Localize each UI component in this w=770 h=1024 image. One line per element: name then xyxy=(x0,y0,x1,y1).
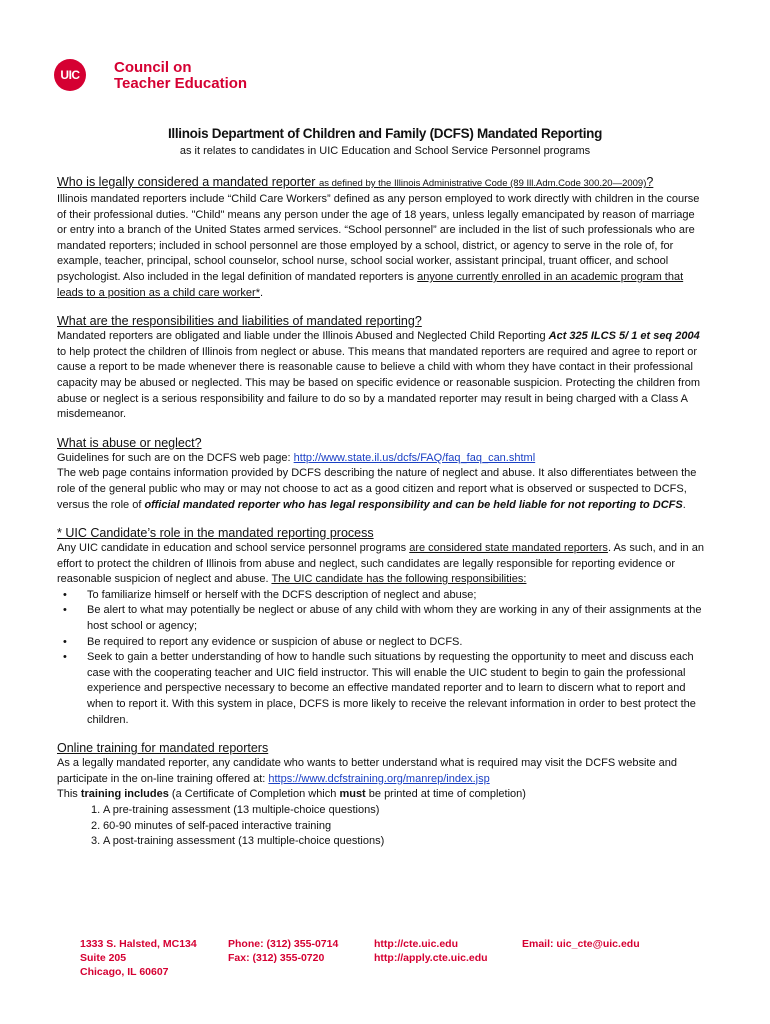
footer-phone: Phone: (312) 355-0714 Fax: (312) 355-0720 xyxy=(228,938,339,964)
section-heading: What is abuse or neglect? xyxy=(57,435,202,450)
section-text: Any UIC candidate in education and school service personnel programs are considered state mandated reporters. As such, and in an effort to protect the children of Illinois from abuse and neglect, such candidates are legally responsible for reporting evidence or reasonable suspicion of neglect and abuse. The UIC candidate has the following responsibilities: xyxy=(57,542,704,586)
section-responsibilities xyxy=(57,313,707,423)
dcfs-training-link[interactable]: https://www.dcfstraining.org/manrep/index.jsp xyxy=(268,772,490,785)
list-item: 3. A post-training assessment (13 multiple-choice questions) xyxy=(91,835,385,848)
section-online-training xyxy=(57,740,707,850)
list-item: 2. 60-90 minutes of self-paced interactive training xyxy=(91,819,332,832)
responsibilities-list xyxy=(57,588,707,728)
footer-address: 1333 S. Halsted, MC134 Suite 205 Chicago, IL 60607 xyxy=(80,938,197,978)
section-heading: * UIC Candidate’s role in the mandated reporting process xyxy=(57,526,374,541)
section-heading: Who is legally considered a mandated reporter as defined by the Illinois Administrative Code (89 Ill.Adm.Code 300.20—2009)? xyxy=(57,175,654,189)
section-text: Guidelines for such are on the DCFS web page: http://www.state.il.us/dcfs/FAQ/faq_faq_can.shtml xyxy=(57,451,536,464)
org-line-1: Council on xyxy=(114,59,192,76)
section-text: This training includes (a Certificate of Completion which must be printed at time of completion) xyxy=(57,788,526,801)
section-text: As a legally mandated reporter, any candidate who wants to better understand what is required may visit the DCFS website and participate in the on-line training offered at: https://www.dcfstraining.org/manrep/index.jsp xyxy=(57,757,678,785)
section-text: The web page contains information provided by DCFS describing the nature of neglect and abuse. It also differentiates between the role of the general public who may or may not choose to act as a good citizen and report what is observed or suspected to DCFS, versus the role of official mandated reporter who has legal responsibility and can be held liable for not reporting to DCFS. xyxy=(57,467,697,511)
document-subtitle: as it relates to candidates in UIC Education and School Service Personnel programs xyxy=(179,145,591,157)
section-abuse-neglect xyxy=(57,435,707,513)
document-title: Illinois Department of Children and Family (DCFS) Mandated Reporting xyxy=(167,126,603,141)
list-item: • Be required to report any evidence or suspicion of abuse or neglect to DCFS. xyxy=(63,635,463,648)
list-item: 1. A pre-training assessment (13 multiple-choice questions) xyxy=(91,804,380,816)
section-heading: What are the responsibilities and liabilities of mandated reporting? xyxy=(57,314,422,329)
org-line-2: Teacher Education xyxy=(114,75,248,92)
section-text: Illinois mandated reporters include “Child Care Workers” defined as any person employed to work directly with children in the course of their professional duties. "Child" means any person under the age of 18 years, unless legally emancipated by reason of marriage or entry into a branch of the United States armed services. “School personnel” are included in the list of such professionals who are mandated reporters; included in school personnel are those employed by a school, district, or agency to serve in the role of, for example, teacher, principal, school counselor, school nurse, school social worker, assistant principal, truant officer, and school psychologist. Also included in the legal definition of mandated reporters is anyone currently enrolled in an academic program that leads to a position as a child care worker*. xyxy=(57,193,700,299)
dcfs-faq-link[interactable]: http://www.state.il.us/dcfs/FAQ/faq_faq_can.shtml xyxy=(293,451,536,464)
footer-web xyxy=(374,937,488,965)
list-item: • To familiarize himself or herself with the DCFS description of neglect and abuse; xyxy=(63,588,477,601)
organization-name xyxy=(114,60,247,92)
section-text: Mandated reporters are obligated and liable under the Illinois Abused and Neglected Child Reporting Act 325 ILCS 5/ 1 et seq 2004 to help protect the children of Illinois from neglect or abuse. This means that mandated reporters are required and agree to report or cause a report to be made whenever there is reasonable cause to believe a child with whom they have contact in their professional capacity may be abused or neglected. This may be based on specific evidence or reasonable suspicion. Protecting the children from abuse or neglect is a serious responsibility and failure to do so by a mandated reporter may result in being charged with a Class A misdemeanor. xyxy=(57,330,701,421)
section-mandated-reporter xyxy=(57,174,707,301)
apply-website-link[interactable]: http://apply.cte.uic.edu xyxy=(374,952,488,964)
uic-logo xyxy=(54,59,86,91)
footer-email[interactable]: Email: uic_cte@uic.edu xyxy=(522,938,640,950)
section-heading: Online training for mandated reporters xyxy=(57,741,269,756)
section-candidate-role xyxy=(57,525,707,728)
training-list xyxy=(57,803,707,850)
cte-website-link[interactable]: http://cte.uic.edu xyxy=(374,938,458,950)
document-body xyxy=(57,174,707,862)
list-item: • Be alert to what may potentially be neglect or abuse of any child with whom they are working in any of their assignments at the host school or agency; xyxy=(63,604,702,633)
list-item: • Seek to gain a better understanding of how to handle such situations by requesting the opportunity to meet and discuss each case with the cooperating teacher and UIC field instructor. This will enable the UIC student to begin to gain the professional experience and perspective necessary to become an effective mandated reporter and to learn to discern what to report and when to report it. With this system in place, DCFS is more likely to receive the relevant information in order to best protect the children. xyxy=(63,651,696,726)
logo-text: UIC xyxy=(60,68,80,82)
